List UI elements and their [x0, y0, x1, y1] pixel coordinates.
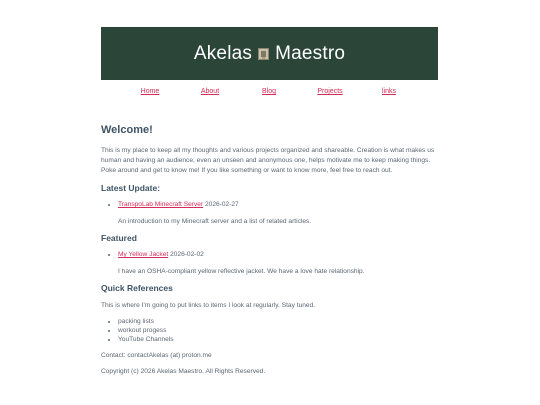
featured-link[interactable]: My Yellow Jacket — [118, 251, 169, 258]
nav-home-link[interactable]: Home — [140, 88, 160, 95]
quick-references-intro: This is where I'm going to put links to items I look at regularly. Stay tuned. — [101, 302, 316, 309]
framed-portrait-icon — [258, 48, 269, 60]
featured-list — [101, 250, 441, 260]
list-item: • YouTube Channels — [118, 335, 441, 344]
list-item — [118, 200, 441, 210]
welcome-heading: Welcome! — [101, 124, 153, 136]
site-banner — [101, 27, 438, 80]
featured-heading: Featured — [101, 233, 137, 243]
site-title[interactable] — [194, 43, 345, 65]
quick-references-list — [101, 317, 441, 344]
latest-update-description: An introduction to my Minecraft server and a list of related articles. — [118, 218, 312, 225]
latest-update-link[interactable]: TranspoLab Minecraft Server — [118, 201, 204, 208]
nav-about-link[interactable]: About — [200, 88, 220, 95]
featured-date: 2026-02-02 — [170, 251, 204, 258]
featured-description: I have an OSHA-compliant yellow reflective jacket. We have a love hate relationship. — [118, 268, 365, 275]
quick-references-heading: Quick References — [101, 283, 173, 293]
main-content — [101, 124, 441, 377]
contact-text: Contact: contactAkelas (at) proton.me — [101, 352, 212, 359]
list-item: • packing lists — [118, 317, 441, 326]
latest-update-heading: Latest Update: — [101, 183, 161, 193]
main-nav — [101, 88, 438, 98]
nav-projects-link[interactable]: Projects — [317, 88, 343, 95]
nav-blog-link[interactable]: Blog — [261, 88, 277, 95]
site-title-left: Akelas — [193, 42, 253, 64]
site-title-right: Maestro — [275, 42, 346, 64]
latest-update-date: 2026-02-27 — [205, 201, 239, 208]
welcome-text: This is my place to keep all my thoughts and various projects organized and shareable. Creation is what makes us human and having an audience, even an unseen and anonymous one, helps motivate me to keep making things. Poke around and get to know me! If you like something or want to know more, feel free to reach out. — [101, 147, 435, 174]
list-item — [118, 250, 441, 260]
copyright-text: Copyright (c) 2026 Akelas Maestro. All Rights Reserved. — [101, 368, 266, 375]
latest-update-list — [101, 200, 441, 210]
list-item: • workout progess — [118, 326, 441, 335]
nav-links-link[interactable]: links — [381, 88, 397, 95]
